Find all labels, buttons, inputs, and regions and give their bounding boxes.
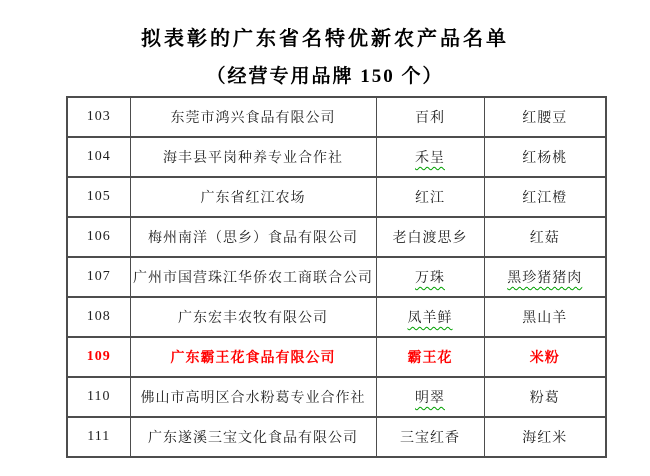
brand-name-cell	[376, 97, 484, 137]
brand-name-cell-text: 三宝红香	[400, 431, 460, 446]
brand-name-cell	[376, 417, 484, 457]
table-row	[67, 377, 606, 417]
product-name-cell	[484, 137, 606, 177]
brand-name-cell	[376, 337, 484, 377]
row-number-cell-text: 105	[86, 189, 111, 204]
row-number-cell-text: 106	[86, 229, 111, 244]
brand-name-cell	[376, 257, 484, 297]
company-name-cell	[130, 417, 376, 457]
brand-name-cell	[376, 377, 484, 417]
brand-name-cell	[376, 297, 484, 337]
table-row	[67, 257, 606, 297]
table-body	[67, 97, 606, 457]
row-number-cell	[67, 257, 130, 297]
product-name-cell-text: 黑珍猪猪肉	[507, 271, 583, 286]
company-name-cell-text: 广东霸王花食品有限公司	[170, 351, 336, 366]
table-row	[67, 97, 606, 137]
product-name-cell	[484, 417, 606, 457]
company-name-cell-text: 广州市国营珠江华侨农工商联合公司	[133, 271, 373, 286]
row-number-cell-text: 104	[86, 149, 111, 164]
row-number-cell-text: 107	[86, 269, 111, 284]
company-name-cell-text: 广东遂溪三宝文化食品有限公司	[148, 431, 358, 446]
company-name-cell-text: 海丰县平岗种养专业合作社	[163, 151, 343, 166]
row-number-cell	[67, 137, 130, 177]
product-name-cell	[484, 377, 606, 417]
company-name-cell	[130, 337, 376, 377]
row-number-cell-text: 109	[86, 349, 111, 364]
product-name-cell	[484, 97, 606, 137]
brand-name-cell-text: 禾呈	[415, 151, 445, 166]
brand-name-cell-text: 凤羊鲜	[407, 311, 453, 326]
company-name-cell	[130, 217, 376, 257]
company-name-cell	[130, 177, 376, 217]
row-number-cell	[67, 337, 130, 377]
product-name-cell-text: 粉葛	[529, 391, 560, 406]
product-name-cell-text: 红江橙	[522, 191, 568, 206]
brand-name-cell	[376, 177, 484, 217]
row-number-cell	[67, 377, 130, 417]
table-row	[67, 417, 606, 457]
brand-name-cell-text: 红江	[415, 191, 445, 206]
row-number-cell-text: 110	[87, 389, 111, 404]
product-name-cell	[484, 297, 606, 337]
product-name-cell-text: 黑山羊	[522, 311, 568, 326]
row-number-cell	[67, 177, 130, 217]
brand-name-cell-text: 明翠	[415, 391, 445, 406]
product-name-cell-text: 海红米	[522, 431, 568, 446]
brand-name-cell-text: 万珠	[415, 271, 445, 286]
company-name-cell	[130, 97, 376, 137]
table-row	[67, 297, 606, 337]
product-name-cell	[484, 257, 606, 297]
product-name-cell-text: 红腰豆	[522, 111, 568, 126]
product-list-table	[66, 96, 607, 458]
company-name-cell	[130, 137, 376, 177]
company-name-cell-text: 东莞市鸿兴食品有限公司	[170, 111, 336, 126]
row-number-cell	[67, 297, 130, 337]
company-name-cell	[130, 297, 376, 337]
row-number-cell-text: 108	[86, 309, 111, 324]
product-name-cell-text: 红菇	[529, 231, 560, 246]
row-number-cell	[67, 217, 130, 257]
row-number-cell-text: 111	[87, 429, 111, 444]
document-subtitle: （经营专用品牌 150 个）	[206, 66, 444, 87]
company-name-cell-text: 佛山市高明区合水粉葛专业合作社	[140, 391, 366, 406]
product-name-cell-text: 红杨桃	[522, 151, 568, 166]
company-name-cell-text: 广东省红江农场	[200, 191, 306, 206]
row-number-cell-text: 103	[86, 109, 111, 124]
company-name-cell	[130, 257, 376, 297]
company-name-cell	[130, 377, 376, 417]
company-name-cell-text: 广东宏丰农牧有限公司	[178, 311, 328, 326]
table-row	[67, 337, 606, 377]
brand-name-cell-text: 霸王花	[407, 351, 453, 366]
product-name-cell	[484, 177, 606, 217]
table-row	[67, 137, 606, 177]
brand-name-cell-text: 老白渡思乡	[392, 231, 468, 246]
row-number-cell	[67, 97, 130, 137]
document-title: 拟表彰的广东省名特优新农产品名单	[141, 28, 509, 50]
row-number-cell	[67, 417, 130, 457]
brand-name-cell-text: 百利	[415, 111, 445, 126]
table-row	[67, 217, 606, 257]
brand-name-cell	[376, 137, 484, 177]
table-row	[67, 177, 606, 217]
brand-name-cell	[376, 217, 484, 257]
company-name-cell-text: 梅州南洋（思乡）食品有限公司	[148, 231, 358, 246]
product-name-cell	[484, 337, 606, 377]
product-name-cell	[484, 217, 606, 257]
product-name-cell-text: 米粉	[529, 351, 560, 366]
